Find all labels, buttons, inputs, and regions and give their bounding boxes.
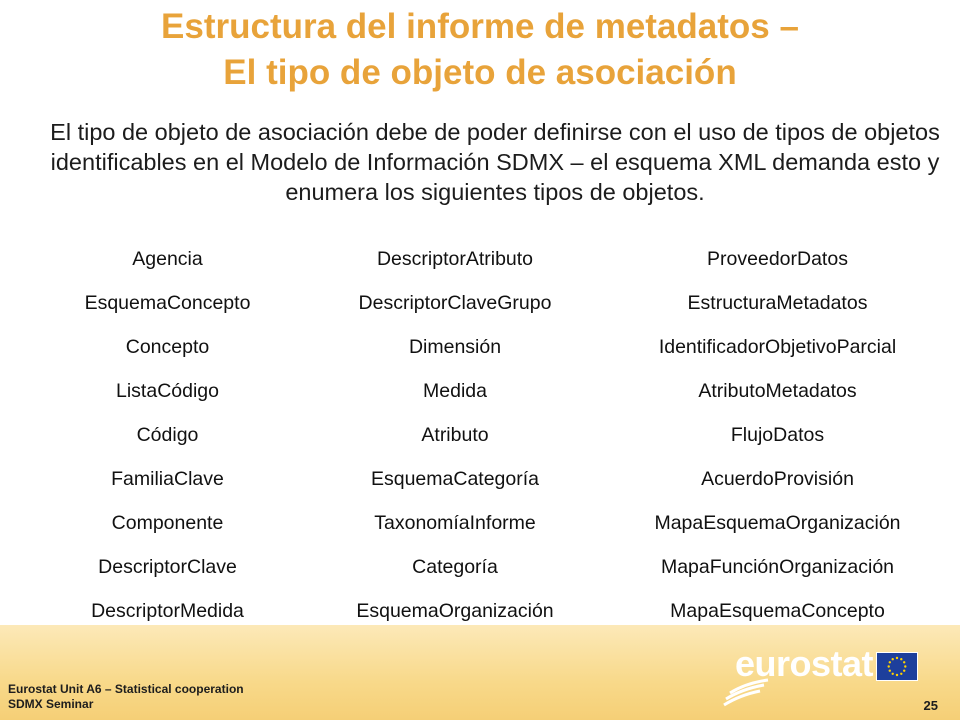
object-type-item: ProveedorDatos	[707, 248, 848, 270]
object-type-item: DescriptorMedida	[91, 600, 244, 622]
object-type-item: MapaEsquemaOrganización	[654, 512, 901, 534]
object-type-item: MapaFunciónOrganización	[660, 556, 895, 578]
slide-title-line2: El tipo de objeto de asociación	[223, 53, 737, 92]
object-type-item: Agencia	[132, 248, 203, 270]
object-type-item: EsquemaConcepto	[84, 292, 251, 314]
object-type-item: FlujoDatos	[730, 424, 825, 446]
eurostat-logo: eurostat	[735, 643, 874, 684]
footer-credits	[8, 682, 244, 712]
object-type-item: DescriptorAtributo	[376, 248, 534, 270]
object-type-item: Componente	[111, 512, 224, 534]
object-type-item: Dimensión	[408, 336, 502, 358]
object-types-grid	[40, 240, 940, 636]
object-type-item: Atributo	[421, 424, 489, 446]
object-type-item: FamiliaClave	[111, 468, 224, 490]
object-type-item: MapaEsquemaConcepto	[670, 600, 885, 622]
footer-line2: SDMX Seminar	[8, 697, 94, 711]
object-type-item: Código	[136, 424, 199, 446]
slide-title-line1: Estructura del informe de metadatos –	[161, 7, 799, 46]
object-type-item: AcuerdoProvisión	[701, 468, 854, 490]
object-type-item: EstructuraMetadatos	[687, 292, 868, 314]
object-type-item: Concepto	[125, 336, 210, 358]
object-type-item: IdentificadorObjetivoParcial	[658, 336, 897, 358]
object-type-item: TaxonomíaInforme	[374, 512, 536, 534]
object-type-item: EsquemaCategoría	[370, 468, 540, 490]
object-type-item: DescriptorClave	[98, 556, 237, 578]
object-type-item: Medida	[423, 380, 487, 402]
object-type-item: DescriptorClaveGrupo	[358, 292, 552, 314]
intro-paragraph: El tipo de objeto de asociación debe de poder definirse con el uso de tipos de objetos identificables en el Modelo de Información SDMX – el esquema XML demanda esto y enumera los siguientes tipos de objetos.	[50, 119, 940, 205]
object-type-item: AtributoMetadatos	[698, 380, 857, 402]
object-type-item: ListaCódigo	[116, 380, 219, 402]
eu-flag-icon	[876, 652, 918, 681]
slide-title	[0, 4, 960, 96]
footer-line1: Eurostat Unit A6 – Statistical cooperation	[8, 682, 244, 696]
object-type-item: EsquemaOrganización	[356, 600, 554, 622]
page-number: 25	[923, 698, 938, 713]
object-type-item: Categoría	[412, 556, 498, 578]
